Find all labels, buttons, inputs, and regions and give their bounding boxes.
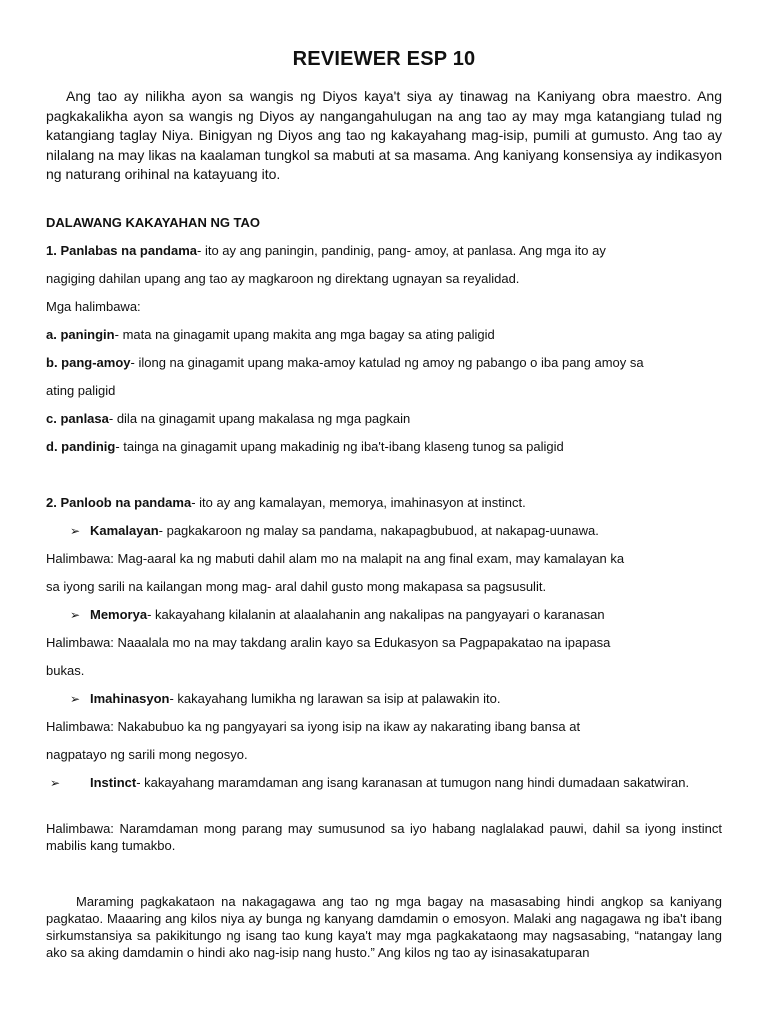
memorya-text: - kakayahang kilalanin at alaalahanin ang nakalipas na pangyayari o karanasan bbox=[147, 607, 605, 622]
instinct-term: Instinct bbox=[90, 775, 137, 790]
bullet-memorya bbox=[70, 606, 605, 624]
memorya-term: Memorya bbox=[90, 607, 148, 622]
sense-b-cont: ating paligid bbox=[46, 383, 116, 398]
imahinasyon-example-1: Halimbawa: Nakabubuo ka ng pangyayari sa iyong isip na ikaw ay nakarating ibang bansa at bbox=[46, 719, 581, 734]
sense-b bbox=[46, 354, 726, 372]
document-title: REVIEWER ESP 10 bbox=[292, 48, 476, 70]
sense-a-term: a. paningin bbox=[46, 327, 115, 342]
bullet-instinct bbox=[50, 774, 742, 792]
imahinasyon-text: - kakayahang lumikha ng larawan sa isip at palawakin ito. bbox=[169, 691, 501, 706]
sense-b-text: - ilong na ginagamit upang maka-amoy katulad ng amoy ng pabango o iba pang amoy sa bbox=[130, 355, 644, 370]
arrow-bullet-icon: ➢ bbox=[50, 776, 61, 790]
sense-d-text: - tainga na ginagamit upang makadinig ng iba't-ibang klaseng tunog sa paligid bbox=[115, 439, 564, 454]
item2-term: 2. Panloob na pandama bbox=[46, 495, 192, 510]
sense-c-term: c. panlasa bbox=[46, 411, 109, 426]
imahinasyon-example-2: nagpatayo ng sarili mong negosyo. bbox=[46, 747, 248, 762]
memorya-example-1: Halimbawa: Naaalala mo na may takdang aralin kayo sa Edukasyon sa Pagpapakatao na ipapasa bbox=[46, 635, 611, 650]
arrow-bullet-icon: ➢ bbox=[70, 692, 81, 706]
sense-a bbox=[46, 326, 726, 344]
arrow-bullet-icon: ➢ bbox=[70, 608, 81, 622]
item1-line2: nagiging dahilan upang ang tao ay magkaroon ng direktang ugnayan sa reyalidad. bbox=[46, 271, 520, 286]
bullet-imahinasyon bbox=[70, 690, 500, 708]
imahinasyon-term: Imahinasyon bbox=[90, 691, 170, 706]
item1-term: 1. Panlabas na pandama bbox=[46, 243, 198, 258]
instinct-example: Halimbawa: Naramdaman mong parang may sumusunod sa iyo habang naglalakad pauwi, dahil sa iyong instinct mabilis kang tumakbo. bbox=[46, 821, 722, 853]
item2-text: - ito ay ang kamalayan, memorya, imahinasyon at instinct. bbox=[191, 495, 526, 510]
sense-b-term: b. pang-amoy bbox=[46, 355, 131, 370]
bullet-kamalayan bbox=[70, 522, 599, 540]
examples-label: Mga halimbawa: bbox=[46, 299, 141, 314]
item2-line bbox=[46, 494, 726, 512]
section-heading: DALAWANG KAKAYAHAN NG TAO bbox=[46, 215, 261, 230]
kamalayan-example-1: Halimbawa: Mag-aaral ka ng mabuti dahil alam mo na malapit na ang final exam, may kamalayan ka bbox=[46, 551, 625, 566]
closing-paragraph: Maraming pagkakataon na nakagagawa ang tao ng mga bagay na masasabing hindi angkop sa kaniyang pagkatao. Maaaring ang kilos niya ay bunga ng kanyang damdamin o emosyon. Malaki ang nagagawa ng iba't ibang sirkumstansiya sa pakikitungo ng isang tao kung kaya't may mga pagkakataong may nagsasabing, “natangay lang ako sa aking damdamin o hindi ako nag-isip nang husto.” Ang kilos ng tao ay isinasakatuparan bbox=[46, 894, 722, 960]
sense-d-term: d. pandinig bbox=[46, 439, 116, 454]
kamalayan-example-2: sa iyong sarili na kailangan mong mag- aral dahil gusto mong makapasa sa pagsusulit. bbox=[46, 579, 547, 594]
arrow-bullet-icon: ➢ bbox=[70, 524, 81, 538]
sense-c-text: - dila na ginagamit upang makalasa ng mga pagkain bbox=[108, 411, 411, 426]
sense-a-text: - mata na ginagamit upang makita ang mga bagay sa ating paligid bbox=[114, 327, 495, 342]
item1-line1 bbox=[46, 242, 726, 260]
instinct-text: - kakayahang maramdaman ang isang karanasan at tumugon nang hindi dumadaan sakatwiran. bbox=[136, 775, 690, 790]
intro-paragraph: Ang tao ay nilikha ayon sa wangis ng Diyos kaya't siya ay tinawag na Kaniyang obra maestro. Ang pagkakalikha ayon sa wangis ng Diyos ay nangangahulugan na ang tao ay may mga katangiang tulad ng katangiang taglay Niya. Binigyan ng Diyos ang tao ng kakayahang mag-isip, pumili at gumusto. Ang tao ay nilalang na may likas na kaalaman tungkol sa mabuti at sa masama. Ang kaniyang konsensiya ay indikasyon ng naturang orihinal na katayuang ito. bbox=[46, 88, 722, 182]
sense-c bbox=[46, 410, 726, 428]
kamalayan-text: - pagkakaroon ng malay sa pandama, nakapagbubuod, at nakapag-uunawa. bbox=[158, 523, 599, 538]
item1-text: - ito ay ang paningin, pandinig, pang- amoy, at panlasa. Ang mga ito ay bbox=[197, 243, 606, 258]
memorya-example-2: bukas. bbox=[46, 663, 85, 678]
sense-d bbox=[46, 438, 726, 456]
kamalayan-term: Kamalayan bbox=[90, 523, 159, 538]
